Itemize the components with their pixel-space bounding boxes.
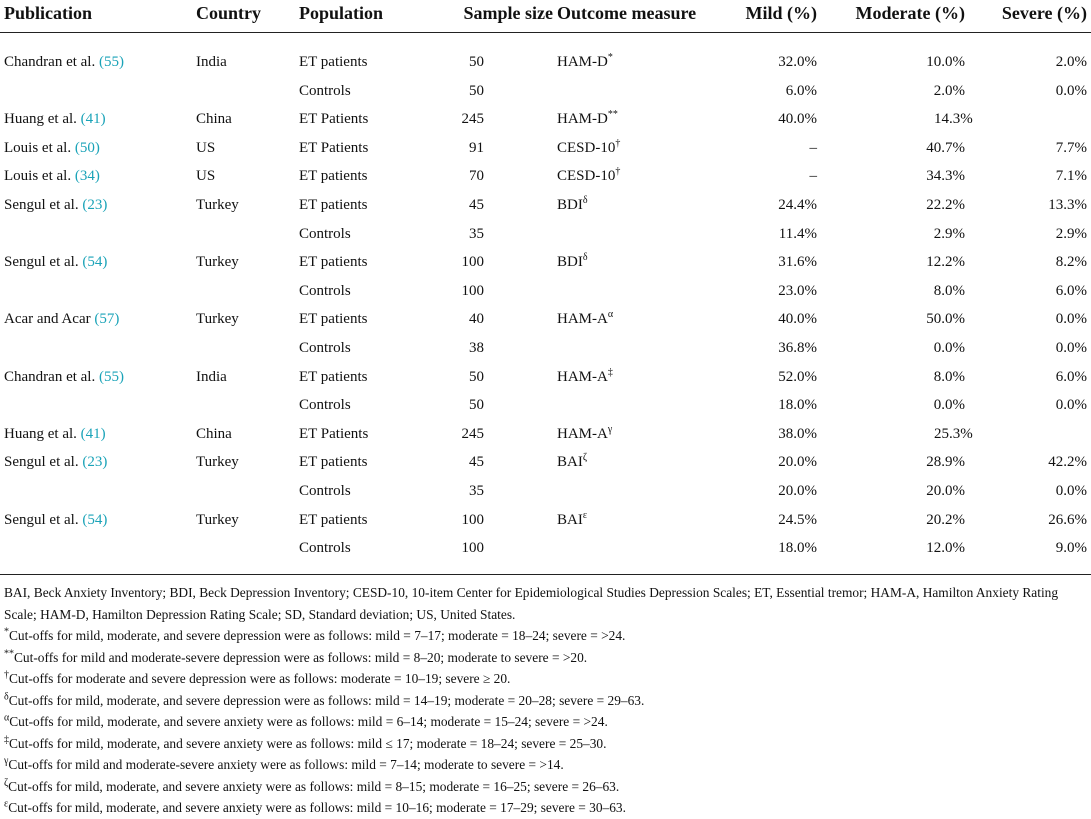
cell-sample-size: 38 [469, 339, 484, 356]
footnote [4, 625, 1089, 647]
footnote-marker: ‡ [4, 734, 9, 746]
cell-mild: 32.0% [778, 54, 817, 70]
cell-moderate: 50.0% [926, 311, 965, 328]
outcome-name: BAI [557, 454, 583, 471]
footnote-text: Cut-offs for mild, moderate, and severe anxiety were as follows: mild ≤ 17; moderate = 18–24; severe = 25–30. [9, 735, 607, 751]
footnote-marker: δ [582, 194, 588, 206]
cell-population: ET Patients [299, 111, 369, 128]
cell-sample-size: 100 [461, 282, 484, 299]
cell-severe: 13.3% [1048, 196, 1087, 213]
cell-population: ET Patients [299, 425, 369, 442]
cell-country: India [196, 368, 227, 385]
footnote-marker: δ [582, 252, 588, 264]
table-row [0, 422, 1091, 451]
footnote-marker: α [4, 712, 10, 724]
cell-mild: 23.0% [778, 282, 817, 299]
cell-population: Controls [299, 540, 351, 557]
cell-moderate: 28.9% [926, 454, 965, 471]
cell-outcome-measure [557, 137, 621, 157]
cell-mild: 38.0% [778, 425, 817, 442]
publication-author: Huang et al. [4, 425, 77, 442]
cell-population: ET Patients [299, 139, 369, 156]
cell-mild: 20.0% [778, 454, 817, 471]
footnote-marker: † [615, 166, 621, 178]
footnote-text: Cut-offs for moderate and severe depression were as follows: moderate = 10–19; severe ≥ 20. [9, 671, 511, 686]
cell-country: Turkey [196, 454, 239, 471]
cell-severe: 0.0% [1055, 482, 1087, 499]
cell-population: ET patients [299, 196, 368, 213]
cell-population: Controls [299, 82, 351, 99]
cell-mild: 40.0% [778, 111, 817, 128]
reference-link[interactable]: (50) [74, 139, 100, 156]
cell-mild: – [809, 139, 817, 156]
cell-population: ET patients [299, 454, 368, 471]
cell-sample-size: 70 [469, 168, 484, 185]
reference-link[interactable]: (23) [82, 196, 108, 213]
footnote-marker: * [607, 52, 613, 63]
table-row [0, 79, 1091, 108]
cell-publication [4, 197, 107, 214]
header-moderate: Moderate (%) [855, 3, 965, 23]
publication-author: Sengul et al. [4, 196, 79, 213]
cell-publication [4, 168, 100, 185]
reference-link[interactable]: (54) [82, 511, 108, 528]
cell-severe: 2.0% [1055, 54, 1087, 70]
cell-population: ET patients [299, 311, 368, 328]
footnote-text: Cut-offs for mild, moderate, and severe depression were as follows: mild = 14–19; moderate = 20–28; severe = 29–63. [8, 692, 645, 708]
table-row [0, 508, 1091, 537]
cell-sample-size: 100 [461, 540, 484, 557]
cell-country: Turkey [196, 254, 239, 271]
cell-outcome-measure [557, 366, 613, 386]
cell-country: China [196, 111, 232, 128]
cell-mild: 18.0% [778, 540, 817, 557]
footnote-marker: ** [607, 109, 618, 121]
cell-severe: 0.0% [1055, 339, 1087, 356]
publication-author: Louis et al. [4, 168, 72, 185]
footnote [4, 733, 1089, 755]
header-publication: Publication [4, 3, 93, 23]
footnote [4, 754, 1089, 776]
footnote-text: Cut-offs for mild, moderate, and severe depression were as follows: mild = 7–17; moderate = 18–24; severe = >24. [9, 628, 626, 643]
cell-publication [4, 369, 124, 386]
header-severe: Severe (%) [1001, 3, 1087, 23]
cell-sample-size: 50 [469, 54, 484, 70]
cell-country: US [196, 139, 216, 156]
reference-link[interactable]: (23) [82, 454, 108, 471]
cell-sample-size: 45 [469, 196, 484, 213]
table-row [0, 250, 1091, 279]
footnote-marker: γ [607, 423, 613, 435]
cell-outcome-measure [557, 311, 613, 328]
reference-link[interactable]: (57) [94, 311, 120, 328]
cell-mild: 18.0% [778, 397, 817, 414]
cell-country: China [196, 425, 232, 442]
footnote [4, 668, 1089, 690]
cell-moderate: 34.3% [926, 168, 965, 185]
cell-sample-size: 100 [461, 511, 484, 528]
header-mild: Mild (%) [745, 3, 817, 23]
outcome-name: HAM-A [557, 425, 608, 442]
cell-mild: 11.4% [778, 225, 817, 242]
cell-sample-size: 35 [469, 225, 484, 242]
cell-population: Controls [299, 225, 351, 242]
footnote [4, 711, 1089, 733]
footnote [4, 647, 1089, 669]
cell-publication [4, 512, 107, 529]
publication-author: Chandran et al. [4, 54, 96, 70]
footnote-marker: ** [4, 648, 14, 660]
header-sample-size: Sample size [463, 3, 553, 23]
cell-sample-size: 35 [469, 482, 484, 499]
cell-severe: 26.6% [1048, 511, 1087, 528]
cell-severe: 2.9% [1055, 225, 1087, 242]
cell-moderate: 12.2% [926, 254, 965, 271]
publication-author: Sengul et al. [4, 454, 79, 471]
cell-outcome-measure [557, 509, 588, 529]
cell-country: Turkey [196, 511, 239, 528]
cell-sample-size: 91 [469, 139, 484, 156]
reference-link[interactable]: (55) [98, 368, 124, 385]
cell-population: ET patients [299, 254, 368, 271]
reference-link[interactable]: (41) [80, 425, 106, 442]
cell-sample-size: 50 [469, 397, 484, 414]
outcome-name: BDI [557, 196, 583, 213]
cell-population: Controls [299, 482, 351, 499]
cell-severe: 0.0% [1055, 82, 1087, 99]
cell-mild: – [809, 168, 817, 185]
table-footnotes [4, 582, 1089, 819]
cell-outcome-measure [557, 54, 613, 71]
cell-mild: 20.0% [778, 482, 817, 499]
cell-population: ET patients [299, 168, 368, 185]
cell-outcome-measure [557, 423, 613, 443]
outcome-name: BAI [557, 511, 583, 528]
cell-country: US [196, 168, 216, 185]
table-row [0, 222, 1091, 251]
cell-severe: 0.0% [1055, 311, 1087, 328]
outcome-name: HAM-A [557, 368, 608, 385]
publication-author: Sengul et al. [4, 511, 79, 528]
cell-moderate: 12.0% [926, 540, 965, 557]
header-population: Population [299, 3, 384, 23]
footnote [4, 797, 1089, 819]
footnote-marker: ε [582, 509, 588, 521]
cell-population: Controls [299, 397, 351, 414]
cell-publication [4, 254, 107, 271]
table-row [0, 164, 1091, 193]
table-row [0, 336, 1091, 365]
publication-author: Louis et al. [4, 139, 72, 156]
header-country: Country [196, 3, 262, 23]
footnote-marker: ε [4, 798, 9, 810]
outcome-name: CESD-10 [557, 168, 616, 185]
cell-moderate: 2.9% [933, 225, 965, 242]
cell-population: ET patients [299, 511, 368, 528]
cell-sample-size: 50 [469, 368, 484, 385]
table-row [0, 393, 1091, 422]
cell-publication [4, 454, 107, 471]
footnote-marker: ‡ [607, 366, 613, 378]
table-row [0, 50, 1091, 79]
outcome-name: HAM-A [557, 311, 608, 328]
cell-severe: 6.0% [1055, 368, 1087, 385]
cell-severe: 8.2% [1055, 254, 1087, 271]
table-row [0, 307, 1091, 336]
cell-moderate: 0.0% [933, 339, 965, 356]
cell-population: ET patients [299, 368, 368, 385]
cell-country: Turkey [196, 311, 239, 328]
table-row [0, 365, 1091, 394]
cell-population: ET patients [299, 54, 368, 70]
cell-publication [4, 54, 124, 71]
table-row [0, 193, 1091, 222]
outcome-name: BDI [557, 254, 583, 271]
cell-moderate: 20.2% [926, 511, 965, 528]
footnote-text: Cut-offs for mild and moderate-severe anxiety were as follows: mild = 7–14; moderate to severe = >14. [8, 757, 564, 772]
cell-publication [4, 311, 119, 328]
footnote-text: BAI, Beck Anxiety Inventory; BDI, Beck Depression Inventory; CESD-10, 10-item Center for Epidemiological Studies Depression Scales; ET, Essential tremor; HAM-A, Hamilton Anxiety Rating Scale; HAM-D, Hamilton Depression Rating Scale; SD, Standard deviation; US, United States. [4, 585, 1059, 622]
cell-severe: 9.0% [1055, 540, 1087, 557]
cell-outcome-measure [557, 168, 620, 185]
cell-publication [4, 111, 106, 128]
footnote-marker: γ [4, 755, 9, 767]
cell-mild: 6.0% [785, 82, 817, 99]
table-body [0, 33, 1091, 575]
publication-author: Chandran et al. [4, 368, 96, 385]
cell-sample-size: 50 [469, 82, 484, 99]
cell-severe: 42.2% [1048, 454, 1087, 471]
cell-mild: 24.5% [778, 511, 817, 528]
publication-author: Huang et al. [4, 111, 77, 128]
reference-link[interactable]: (34) [74, 168, 100, 185]
table-row [0, 450, 1091, 479]
table-row [0, 479, 1091, 508]
footnote-marker: δ [4, 691, 9, 703]
reference-link[interactable]: (54) [82, 254, 108, 271]
cell-severe: 6.0% [1055, 282, 1087, 299]
table-row [0, 279, 1091, 308]
cell-mild: 31.6% [778, 254, 817, 271]
publication-author: Acar and Acar [4, 311, 91, 328]
footnote-marker: † [615, 137, 621, 149]
cell-publication [4, 426, 106, 443]
table-row [0, 107, 1091, 136]
publication-author: Sengul et al. [4, 254, 79, 271]
cell-moderate: 2.0% [933, 82, 965, 99]
cell-outcome-measure [557, 454, 587, 471]
cell-mild: 36.8% [778, 339, 817, 356]
cell-severe: 7.1% [1055, 168, 1087, 185]
footnote [4, 582, 1089, 625]
table-header-row [0, 0, 1091, 33]
cell-sample-size: 100 [461, 254, 484, 271]
cell-country: India [196, 54, 227, 70]
cell-country: Turkey [196, 196, 239, 213]
footnote-text: Cut-offs for mild, moderate, and severe anxiety were as follows: mild = 10–16; moderate = 17–29; severe = 30–63. [8, 800, 626, 815]
cell-moderate-severe-merged: 25.3% [934, 425, 973, 442]
header-outcome-measure: Outcome measure [557, 3, 697, 23]
footnote-marker: † [4, 669, 9, 681]
cell-publication [4, 140, 100, 157]
cell-population: Controls [299, 339, 351, 356]
cell-moderate: 40.7% [926, 139, 965, 156]
footnote-text: Cut-offs for mild and moderate-severe depression were as follows: mild = 8–20; moderate to severe = >20. [14, 649, 588, 665]
cell-sample-size: 245 [461, 111, 484, 128]
outcome-name: HAM-D [557, 54, 608, 70]
cell-moderate: 8.0% [933, 368, 965, 385]
cell-outcome-measure [557, 194, 588, 214]
cell-sample-size: 45 [469, 454, 484, 471]
cell-sample-size: 245 [461, 425, 484, 442]
cell-moderate: 10.0% [926, 54, 965, 70]
reference-link[interactable]: (41) [80, 111, 106, 128]
footnote-marker: * [4, 626, 9, 638]
footnote-marker: ζ [4, 777, 9, 789]
cell-mild: 52.0% [778, 368, 817, 385]
cell-moderate: 20.0% [926, 482, 965, 499]
cell-severe: 0.0% [1055, 397, 1087, 414]
cell-mild: 24.4% [778, 196, 817, 213]
table-row [0, 536, 1091, 565]
cell-moderate: 0.0% [933, 397, 965, 414]
footnote [4, 776, 1089, 798]
footnote-marker: α [607, 309, 614, 321]
cell-sample-size: 40 [469, 311, 484, 328]
footnote [4, 690, 1089, 712]
cell-population: Controls [299, 282, 351, 299]
cell-moderate: 8.0% [933, 282, 965, 299]
footnote-text: Cut-offs for mild, moderate, and severe anxiety were as follows: mild = 6–14; moderate = 15–24; severe = >24. [9, 714, 608, 729]
cell-mild: 40.0% [778, 311, 817, 328]
cell-outcome-measure [557, 254, 588, 271]
table-row [0, 136, 1091, 165]
footnote-marker: ζ [582, 452, 587, 464]
cell-outcome-measure [557, 111, 618, 128]
cell-moderate: 22.2% [926, 196, 965, 213]
outcome-name: CESD-10 [557, 139, 616, 156]
cell-severe: 7.7% [1055, 139, 1087, 156]
outcome-name: HAM-D [557, 111, 608, 128]
cell-moderate-severe-merged: 14.3% [934, 111, 973, 128]
footnote-text: Cut-offs for mild, moderate, and severe anxiety were as follows: mild = 8–15; moderate = 16–25; severe = 26–63. [8, 778, 620, 794]
reference-link[interactable]: (55) [98, 54, 124, 70]
